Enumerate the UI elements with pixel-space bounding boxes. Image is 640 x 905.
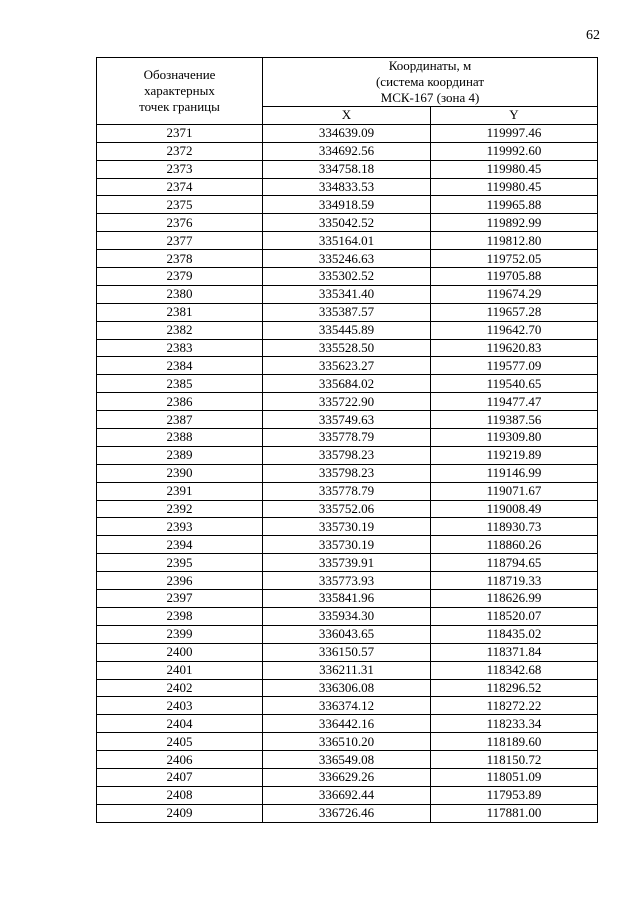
y-coordinate-cell: 119752.05 bbox=[431, 250, 598, 268]
x-coordinate-cell: 336306.08 bbox=[263, 679, 431, 697]
y-coordinate-cell: 119642.70 bbox=[431, 321, 598, 339]
table-row bbox=[97, 285, 598, 303]
table-row bbox=[97, 697, 598, 715]
point-number-cell: 2388 bbox=[97, 429, 263, 447]
point-number-cell: 2390 bbox=[97, 464, 263, 482]
point-number-cell: 2387 bbox=[97, 411, 263, 429]
point-number-cell: 2407 bbox=[97, 768, 263, 786]
x-coordinate-cell: 334639.09 bbox=[263, 124, 431, 142]
y-coordinate-cell: 119309.80 bbox=[431, 429, 598, 447]
y-coordinate-cell: 119620.83 bbox=[431, 339, 598, 357]
table-row bbox=[97, 160, 598, 178]
table-row bbox=[97, 751, 598, 769]
x-coordinate-cell: 336549.08 bbox=[263, 751, 431, 769]
header-label-line: характерных bbox=[144, 82, 215, 98]
point-number-cell: 2373 bbox=[97, 160, 263, 178]
table-row bbox=[97, 733, 598, 751]
x-coordinate-cell: 335778.79 bbox=[263, 482, 431, 500]
header-label-line: точек границы bbox=[139, 98, 220, 114]
y-coordinate-cell: 118150.72 bbox=[431, 751, 598, 769]
y-coordinate-cell: 118719.33 bbox=[431, 572, 598, 590]
point-number-cell: 2384 bbox=[97, 357, 263, 375]
y-coordinate-cell: 118233.34 bbox=[431, 715, 598, 733]
x-coordinate-cell: 335752.06 bbox=[263, 500, 431, 518]
point-number-cell: 2399 bbox=[97, 625, 263, 643]
x-coordinate-cell: 335246.63 bbox=[263, 250, 431, 268]
x-coordinate-cell: 335302.52 bbox=[263, 268, 431, 286]
header-x: X bbox=[263, 107, 431, 125]
y-coordinate-cell: 119892.99 bbox=[431, 214, 598, 232]
x-coordinate-cell: 335042.52 bbox=[263, 214, 431, 232]
point-number-cell: 2400 bbox=[97, 643, 263, 661]
x-coordinate-cell: 336442.16 bbox=[263, 715, 431, 733]
table-row bbox=[97, 554, 598, 572]
table-row bbox=[97, 357, 598, 375]
y-coordinate-cell: 119980.45 bbox=[431, 178, 598, 196]
y-coordinate-cell: 118342.68 bbox=[431, 661, 598, 679]
y-coordinate-cell: 118860.26 bbox=[431, 536, 598, 554]
table-row bbox=[97, 786, 598, 804]
y-coordinate-cell: 118520.07 bbox=[431, 607, 598, 625]
y-coordinate-cell: 117881.00 bbox=[431, 804, 598, 822]
header-y: Y bbox=[431, 107, 598, 125]
y-coordinate-cell: 119705.88 bbox=[431, 268, 598, 286]
y-coordinate-cell: 118930.73 bbox=[431, 518, 598, 536]
x-coordinate-cell: 335684.02 bbox=[263, 375, 431, 393]
header-coords-line: МСК-167 (зона 4) bbox=[380, 90, 480, 105]
x-coordinate-cell: 335387.57 bbox=[263, 303, 431, 321]
y-coordinate-cell: 119657.28 bbox=[431, 303, 598, 321]
x-coordinate-cell: 335445.89 bbox=[263, 321, 431, 339]
x-coordinate-cell: 335778.79 bbox=[263, 429, 431, 447]
x-coordinate-cell: 335341.40 bbox=[263, 285, 431, 303]
table-row bbox=[97, 590, 598, 608]
y-coordinate-cell: 119997.46 bbox=[431, 124, 598, 142]
table-header bbox=[97, 58, 598, 125]
table-row bbox=[97, 268, 598, 286]
y-coordinate-cell: 118189.60 bbox=[431, 733, 598, 751]
table-row bbox=[97, 375, 598, 393]
table-row bbox=[97, 303, 598, 321]
x-coordinate-cell: 335730.19 bbox=[263, 518, 431, 536]
x-coordinate-cell: 335934.30 bbox=[263, 607, 431, 625]
x-coordinate-cell: 334758.18 bbox=[263, 160, 431, 178]
x-coordinate-cell: 336211.31 bbox=[263, 661, 431, 679]
table-row bbox=[97, 339, 598, 357]
table-row bbox=[97, 500, 598, 518]
point-number-cell: 2377 bbox=[97, 232, 263, 250]
point-number-cell: 2409 bbox=[97, 804, 263, 822]
x-coordinate-cell: 335164.01 bbox=[263, 232, 431, 250]
x-coordinate-cell: 334918.59 bbox=[263, 196, 431, 214]
table-row bbox=[97, 679, 598, 697]
y-coordinate-cell: 118371.84 bbox=[431, 643, 598, 661]
table-row bbox=[97, 196, 598, 214]
x-coordinate-cell: 336726.46 bbox=[263, 804, 431, 822]
y-coordinate-cell: 119992.60 bbox=[431, 142, 598, 160]
table-row bbox=[97, 393, 598, 411]
point-number-cell: 2395 bbox=[97, 554, 263, 572]
y-coordinate-cell: 117953.89 bbox=[431, 786, 598, 804]
table-row bbox=[97, 536, 598, 554]
table-row bbox=[97, 429, 598, 447]
header-coords-line: Координаты, м bbox=[388, 58, 472, 73]
x-coordinate-cell: 335798.23 bbox=[263, 446, 431, 464]
table-row bbox=[97, 482, 598, 500]
x-coordinate-cell: 335528.50 bbox=[263, 339, 431, 357]
header-point-designation bbox=[97, 58, 263, 125]
point-number-cell: 2376 bbox=[97, 214, 263, 232]
y-coordinate-cell: 118435.02 bbox=[431, 625, 598, 643]
point-number-cell: 2372 bbox=[97, 142, 263, 160]
page-number: 62 bbox=[586, 28, 600, 43]
y-coordinate-cell: 118626.99 bbox=[431, 590, 598, 608]
point-number-cell: 2375 bbox=[97, 196, 263, 214]
point-number-cell: 2378 bbox=[97, 250, 263, 268]
x-coordinate-cell: 335773.93 bbox=[263, 572, 431, 590]
table-row bbox=[97, 643, 598, 661]
point-number-cell: 2381 bbox=[97, 303, 263, 321]
x-coordinate-cell: 336374.12 bbox=[263, 697, 431, 715]
x-coordinate-cell: 335739.91 bbox=[263, 554, 431, 572]
y-coordinate-cell: 119477.47 bbox=[431, 393, 598, 411]
point-number-cell: 2391 bbox=[97, 482, 263, 500]
point-number-cell: 2408 bbox=[97, 786, 263, 804]
point-number-cell: 2398 bbox=[97, 607, 263, 625]
point-number-cell: 2397 bbox=[97, 590, 263, 608]
y-coordinate-cell: 119540.65 bbox=[431, 375, 598, 393]
x-coordinate-cell: 335623.27 bbox=[263, 357, 431, 375]
point-number-cell: 2392 bbox=[97, 500, 263, 518]
y-coordinate-cell: 118272.22 bbox=[431, 697, 598, 715]
table-row bbox=[97, 518, 598, 536]
table-row bbox=[97, 464, 598, 482]
y-coordinate-cell: 119674.29 bbox=[431, 285, 598, 303]
y-coordinate-cell: 119071.67 bbox=[431, 482, 598, 500]
y-coordinate-cell: 119219.89 bbox=[431, 446, 598, 464]
table-row bbox=[97, 625, 598, 643]
x-coordinate-cell: 336510.20 bbox=[263, 733, 431, 751]
table-row bbox=[97, 142, 598, 160]
point-number-cell: 2396 bbox=[97, 572, 263, 590]
header-coordinates bbox=[263, 58, 598, 107]
x-coordinate-cell: 335722.90 bbox=[263, 393, 431, 411]
table-row bbox=[97, 768, 598, 786]
table-row bbox=[97, 321, 598, 339]
y-coordinate-cell: 118296.52 bbox=[431, 679, 598, 697]
table-body bbox=[97, 124, 598, 822]
point-number-cell: 2401 bbox=[97, 661, 263, 679]
coordinates-table bbox=[96, 57, 598, 823]
table-row bbox=[97, 178, 598, 196]
y-coordinate-cell: 119980.45 bbox=[431, 160, 598, 178]
point-number-cell: 2379 bbox=[97, 268, 263, 286]
x-coordinate-cell: 336629.26 bbox=[263, 768, 431, 786]
point-number-cell: 2405 bbox=[97, 733, 263, 751]
point-number-cell: 2383 bbox=[97, 339, 263, 357]
point-number-cell: 2371 bbox=[97, 124, 263, 142]
x-coordinate-cell: 336692.44 bbox=[263, 786, 431, 804]
point-number-cell: 2393 bbox=[97, 518, 263, 536]
y-coordinate-cell: 118051.09 bbox=[431, 768, 598, 786]
x-coordinate-cell: 335841.96 bbox=[263, 590, 431, 608]
x-coordinate-cell: 334692.56 bbox=[263, 142, 431, 160]
point-number-cell: 2385 bbox=[97, 375, 263, 393]
table-row bbox=[97, 607, 598, 625]
table-row bbox=[97, 214, 598, 232]
y-coordinate-cell: 119008.49 bbox=[431, 500, 598, 518]
x-coordinate-cell: 335798.23 bbox=[263, 464, 431, 482]
point-number-cell: 2403 bbox=[97, 697, 263, 715]
table-row bbox=[97, 250, 598, 268]
point-number-cell: 2394 bbox=[97, 536, 263, 554]
x-coordinate-cell: 334833.53 bbox=[263, 178, 431, 196]
point-number-cell: 2374 bbox=[97, 178, 263, 196]
point-number-cell: 2389 bbox=[97, 446, 263, 464]
table-row bbox=[97, 446, 598, 464]
point-number-cell: 2380 bbox=[97, 285, 263, 303]
point-number-cell: 2406 bbox=[97, 751, 263, 769]
table-row bbox=[97, 804, 598, 822]
x-coordinate-cell: 335749.63 bbox=[263, 411, 431, 429]
point-number-cell: 2382 bbox=[97, 321, 263, 339]
table-row bbox=[97, 124, 598, 142]
table-row bbox=[97, 661, 598, 679]
y-coordinate-cell: 119146.99 bbox=[431, 464, 598, 482]
table-row bbox=[97, 411, 598, 429]
y-coordinate-cell: 119577.09 bbox=[431, 357, 598, 375]
table-row bbox=[97, 232, 598, 250]
x-coordinate-cell: 335730.19 bbox=[263, 536, 431, 554]
x-coordinate-cell: 336043.65 bbox=[263, 625, 431, 643]
y-coordinate-cell: 119812.80 bbox=[431, 232, 598, 250]
header-label-line: Обозначение bbox=[143, 66, 216, 82]
header-coords-line: (система координат bbox=[375, 74, 485, 89]
table-row bbox=[97, 715, 598, 733]
y-coordinate-cell: 119387.56 bbox=[431, 411, 598, 429]
point-number-cell: 2402 bbox=[97, 679, 263, 697]
table-row bbox=[97, 572, 598, 590]
point-number-cell: 2386 bbox=[97, 393, 263, 411]
y-coordinate-cell: 118794.65 bbox=[431, 554, 598, 572]
x-coordinate-cell: 336150.57 bbox=[263, 643, 431, 661]
y-coordinate-cell: 119965.88 bbox=[431, 196, 598, 214]
point-number-cell: 2404 bbox=[97, 715, 263, 733]
